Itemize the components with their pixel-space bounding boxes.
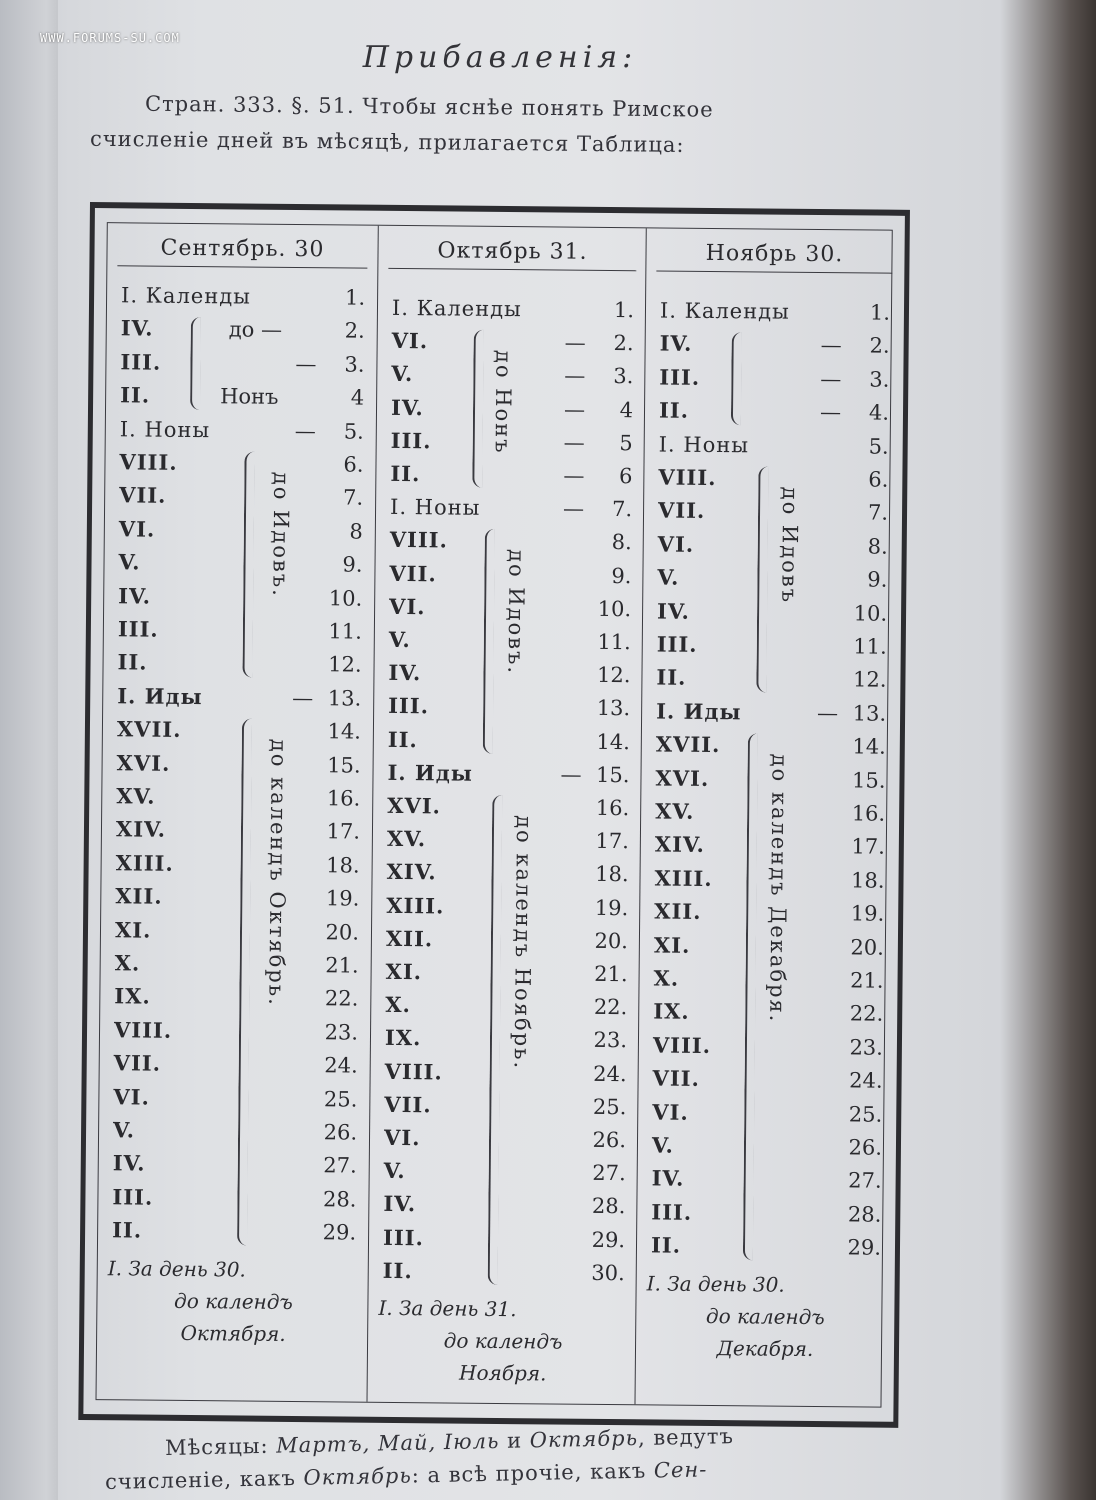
column-footer-line1: I. За день 30.	[646, 1270, 785, 1297]
group-label: до календъ Декабря.	[765, 753, 792, 1024]
column-footer-line2: до календъ	[443, 1328, 563, 1354]
roman-numeral: VII.	[652, 1065, 700, 1092]
roman-numeral: XIV.	[386, 859, 437, 885]
day-number: 21.	[325, 953, 359, 978]
row-note: —	[564, 330, 586, 355]
roman-numeral: VII.	[119, 482, 167, 509]
bottom-text-1b: Мартъ, Май, Іюль	[275, 1428, 500, 1458]
day-number: 2.	[613, 331, 634, 356]
table-row	[656, 695, 890, 729]
day-number: 23.	[593, 1028, 628, 1053]
day-number: 1.	[344, 285, 366, 310]
table-row	[384, 1089, 630, 1123]
roman-numeral: XV.	[655, 798, 695, 824]
roman-numeral: I. Ноны	[389, 495, 481, 520]
group-brace	[190, 317, 201, 409]
table-row	[385, 956, 631, 990]
day-number: 1.	[869, 300, 891, 325]
roman-numeral: V.	[118, 549, 141, 575]
day-number: 7.	[343, 485, 364, 511]
day-number: 17.	[326, 819, 361, 845]
day-number: 14.	[327, 719, 362, 744]
roman-numeral: VII.	[113, 1050, 162, 1076]
group-label: до Идовъ.	[503, 549, 529, 676]
group-brace	[472, 330, 484, 488]
roman-numeral: III.	[120, 349, 162, 375]
roman-numeral: VIII.	[113, 1017, 173, 1043]
roman-numeral: IV.	[118, 582, 152, 609]
column-header: Ноябрь 30.	[656, 236, 892, 273]
roman-numeral: II.	[658, 397, 690, 423]
roman-numeral: I. Иды	[387, 759, 474, 786]
group-brace	[731, 333, 742, 425]
roman-numeral: IV.	[390, 394, 424, 420]
roman-numeral: II.	[382, 1257, 413, 1283]
table-row	[659, 428, 893, 462]
table-row	[383, 1221, 629, 1255]
roman-numeral: III.	[382, 1224, 424, 1250]
day-number: 23.	[849, 1035, 884, 1060]
group-label: до календъ Октябрь.	[264, 738, 291, 1008]
day-number: 12.	[328, 652, 362, 678]
day-number: 20.	[325, 919, 360, 945]
table-row	[386, 856, 632, 890]
table-row	[659, 395, 893, 429]
roman-numeral: XVI.	[387, 792, 442, 819]
day-number: 22.	[849, 1001, 884, 1027]
row-note: до —	[228, 317, 283, 343]
intro-line-1: Стран. 333. §. 51. Чтобы яснѣе понять Римское	[144, 91, 714, 122]
bottom-text-1d: Октябрь	[529, 1426, 639, 1453]
roman-numeral: I. Ноны	[658, 432, 750, 457]
day-number: 22.	[593, 995, 628, 1020]
day-number: 17.	[595, 829, 630, 854]
day-number: 24.	[593, 1061, 627, 1086]
table-row	[385, 1022, 631, 1056]
column-november	[634, 228, 902, 1406]
roman-numeral: XIV.	[654, 831, 706, 858]
day-number: 29.	[322, 1220, 357, 1245]
group-label: до Идовъ	[777, 486, 803, 605]
roman-numeral: I. Календы	[120, 283, 252, 309]
day-number: 6.	[343, 452, 364, 477]
day-number: 14.	[852, 734, 886, 759]
day-number: 27.	[323, 1153, 357, 1178]
row-note: —	[295, 351, 317, 376]
roman-numeral: XIII.	[654, 865, 713, 891]
day-number: 6	[618, 464, 633, 489]
table-row	[384, 1155, 630, 1189]
roman-numeral: IV.	[383, 1191, 417, 1217]
day-number: 10.	[328, 585, 363, 611]
group-label: до календъ Ноябрь.	[509, 815, 537, 1071]
day-number: 7.	[611, 497, 633, 522]
roman-numeral: IV.	[659, 330, 693, 357]
day-number: 28.	[591, 1194, 626, 1219]
table-row	[383, 1188, 629, 1222]
roman-numeral: IV.	[388, 660, 422, 686]
roman-numeral: XI.	[653, 932, 691, 958]
table-row	[659, 361, 893, 395]
day-number: 9.	[342, 552, 363, 577]
bottom-text-1c: и	[499, 1428, 530, 1453]
roman-numeral: I. Календы	[659, 298, 790, 324]
table-row	[658, 461, 892, 495]
roman-numeral: XIII.	[115, 850, 174, 876]
day-number: 2.	[869, 333, 890, 359]
day-number: 16.	[851, 801, 886, 826]
roman-numeral: XVII.	[116, 716, 182, 743]
roman-numeral: II.	[112, 1217, 143, 1243]
bottom-text-1a: Мѣсяцы:	[164, 1433, 277, 1460]
roman-numeral: XVII.	[655, 731, 721, 758]
day-number: 15.	[596, 762, 630, 788]
row-note: —	[819, 400, 842, 425]
table-row	[112, 1214, 360, 1248]
bottom-text-line-2	[105, 1454, 865, 1494]
roman-numeral: VI.	[118, 516, 156, 542]
roman-numeral: XI.	[385, 958, 423, 985]
day-number: 29.	[591, 1227, 626, 1252]
table-row	[121, 279, 369, 313]
row-note: —	[292, 685, 314, 710]
row-note: —	[294, 418, 316, 443]
roman-numeral: XII.	[654, 898, 702, 925]
day-number: 13.	[327, 686, 362, 711]
roman-numeral: VI.	[391, 328, 429, 354]
day-number: 15.	[327, 752, 361, 778]
intro-line-2: счисленіе дней въ мѣсяцѣ, прилагается Таблица:	[89, 126, 685, 157]
day-number: 8	[349, 519, 363, 544]
column-september	[97, 223, 378, 1402]
day-number: 13.	[852, 701, 887, 726]
day-number: 20.	[850, 934, 884, 960]
roman-numeral: II.	[387, 726, 418, 752]
row-note: —	[564, 363, 586, 389]
day-number: 8.	[611, 530, 632, 555]
table-row	[385, 989, 631, 1023]
bottom-text-2b: Октябрь	[303, 1463, 413, 1490]
day-number: 9.	[611, 563, 632, 588]
roman-numeral: II.	[656, 664, 687, 691]
bottom-text-2c: : а всѣ прочіе, какъ	[411, 1458, 655, 1488]
roman-numeral: VII.	[657, 497, 706, 524]
table-row	[117, 680, 365, 714]
roman-numeral: I. Ноны	[119, 416, 211, 442]
roman-numeral: II.	[390, 460, 421, 487]
roman-numeral: I. Календы	[391, 295, 522, 322]
watermark: WWW.FORUMS-SU.COM	[40, 31, 180, 45]
row-note: —	[563, 397, 586, 422]
roman-numeral: VI.	[113, 1083, 150, 1110]
roman-numeral: XIV.	[115, 816, 167, 843]
row-note: —	[563, 430, 585, 455]
table-row	[658, 495, 892, 529]
table-row	[656, 662, 890, 696]
day-number: 11.	[597, 629, 631, 655]
roman-numeral: IX.	[114, 983, 151, 1010]
row-note: —	[820, 366, 842, 392]
day-number: 16.	[326, 786, 361, 811]
day-number: 3.	[344, 352, 365, 377]
row-note: —	[817, 700, 839, 726]
day-number: 24.	[849, 1068, 883, 1093]
day-number: 25.	[323, 1086, 358, 1112]
table-row	[120, 379, 368, 413]
day-number: 28.	[322, 1187, 357, 1212]
roman-numeral: XV.	[116, 783, 156, 809]
roman-numeral: I. Иды	[656, 698, 742, 725]
day-number: 26.	[592, 1127, 627, 1153]
roman-numeral: X.	[114, 950, 141, 976]
row-note: —	[563, 463, 585, 488]
day-number: 4.	[868, 400, 890, 425]
roman-numeral: XII.	[115, 883, 163, 909]
day-number: 27.	[592, 1161, 626, 1186]
day-number: 17.	[851, 834, 885, 860]
column-october	[366, 226, 646, 1405]
roman-numeral: VI.	[657, 531, 695, 557]
day-number: 19.	[325, 886, 360, 911]
roman-numeral: III.	[117, 616, 159, 642]
column-footer-line2: до календъ	[705, 1303, 825, 1329]
roman-numeral: VIII.	[389, 527, 448, 553]
day-number: 10.	[853, 600, 888, 626]
table-row	[657, 595, 891, 629]
day-number: 10.	[597, 596, 632, 622]
day-number: 26.	[848, 1135, 883, 1160]
day-number: 11.	[853, 634, 887, 659]
day-number: 5.	[343, 419, 364, 444]
column-footer-line3: Декабря.	[716, 1335, 814, 1361]
roman-numeral: VIII.	[384, 1058, 443, 1085]
roman-numeral: IX.	[384, 1025, 422, 1051]
day-number: 5	[619, 430, 633, 456]
day-number: 9.	[867, 567, 888, 592]
table-row	[392, 292, 638, 326]
roman-numeral: III.	[656, 631, 698, 657]
roman-numeral: III.	[390, 427, 432, 454]
table-row	[387, 790, 633, 824]
roman-numeral: V.	[112, 1117, 136, 1143]
table-row	[390, 491, 636, 525]
bottom-text-2d: Сен-	[653, 1457, 708, 1483]
roman-numeral: V.	[383, 1158, 406, 1184]
day-number: 18.	[595, 862, 629, 887]
roman-numeral: XII.	[385, 925, 434, 952]
day-number: 29.	[847, 1235, 882, 1260]
day-number: 25.	[592, 1094, 627, 1119]
roman-numeral: II.	[120, 382, 151, 408]
table-row	[657, 628, 891, 662]
day-number: 19.	[594, 895, 629, 920]
roman-numeral: XI.	[114, 916, 152, 943]
calendar-table	[78, 202, 910, 1428]
day-number: 8.	[867, 534, 888, 559]
column-footer-line2: до календъ	[173, 1288, 293, 1314]
day-number: 16.	[595, 795, 630, 821]
day-number: 28.	[847, 1202, 882, 1227]
table-row	[386, 889, 632, 923]
roman-numeral: II.	[117, 649, 148, 675]
bottom-text-2a: счисленіе, какъ	[104, 1465, 304, 1494]
roman-numeral: VI.	[652, 1099, 689, 1125]
column-footer-line3: Октября.	[180, 1320, 286, 1346]
column-footer-line1: I. За день 31.	[378, 1295, 517, 1322]
day-number: 5.	[868, 434, 889, 459]
day-number: 18.	[326, 853, 360, 878]
roman-numeral: XIII.	[386, 892, 445, 919]
day-number: 6.	[868, 467, 889, 492]
roman-numeral: IV.	[651, 1165, 685, 1192]
column-footer-line1: I. За день 30.	[107, 1255, 246, 1282]
page-title: Прибавленія:	[362, 40, 638, 75]
roman-numeral: VIII.	[652, 1032, 712, 1058]
column-footer-line3: Ноября.	[458, 1360, 547, 1386]
day-number: 26.	[323, 1120, 358, 1145]
column-header: Сентябрь. 30	[117, 231, 367, 268]
table-row	[120, 346, 368, 380]
roman-numeral: VII.	[389, 560, 437, 586]
table-row	[383, 1255, 629, 1289]
table-row	[387, 823, 633, 857]
day-number: 25.	[848, 1101, 883, 1127]
table-row	[384, 1122, 630, 1156]
group-label: до Идовъ.	[268, 471, 294, 598]
roman-numeral: III.	[112, 1184, 154, 1210]
day-number: 11.	[328, 619, 363, 644]
day-number: 21.	[850, 968, 884, 993]
roman-numeral: VII.	[384, 1091, 432, 1118]
bottom-text-1e: , ведутъ	[637, 1424, 735, 1451]
roman-numeral: X.	[653, 965, 680, 991]
roman-numeral: IX.	[653, 998, 690, 1025]
roman-numeral: XVI.	[116, 749, 171, 776]
day-number: 21.	[594, 961, 628, 987]
table-row	[658, 528, 892, 562]
day-number: 23.	[324, 1020, 359, 1045]
day-number: 14.	[596, 729, 630, 754]
day-number: 30.	[591, 1260, 625, 1285]
day-number: 13.	[596, 696, 631, 721]
table-row	[385, 1055, 631, 1089]
table-row	[117, 647, 365, 681]
roman-numeral: IV.	[656, 598, 690, 624]
day-number: 18.	[851, 868, 885, 893]
day-number: 2.	[344, 318, 365, 344]
row-note: —	[560, 762, 582, 787]
roman-numeral: VIII.	[119, 449, 178, 475]
day-number: 15.	[851, 767, 886, 793]
day-number: 12.	[596, 663, 631, 688]
bottom-text-line-1	[165, 1420, 925, 1460]
roman-numeral: XV.	[386, 826, 427, 852]
row-note: Нонъ	[220, 384, 279, 410]
day-number: 7.	[867, 500, 889, 526]
table-row	[660, 294, 894, 328]
roman-numeral: V.	[388, 626, 411, 653]
table-row	[386, 923, 632, 957]
roman-numeral: VI.	[383, 1124, 421, 1151]
roman-numeral: XVI.	[655, 765, 710, 791]
roman-numeral: III.	[651, 1199, 693, 1225]
group-label: до Нонъ	[490, 350, 516, 455]
day-number: 20.	[594, 928, 629, 953]
book-spine-shadow	[0, 0, 58, 1500]
day-number: 1.	[613, 298, 635, 323]
table-row	[657, 562, 891, 596]
calendar-table-inner	[95, 222, 892, 1407]
day-number: 3.	[613, 364, 634, 389]
table-row	[660, 328, 894, 362]
day-number: 12.	[852, 667, 887, 693]
roman-numeral: VI.	[389, 593, 426, 620]
roman-numeral: III.	[388, 693, 430, 719]
table-row	[387, 757, 633, 791]
day-number: 27.	[848, 1168, 882, 1194]
roman-numeral: I. Иды	[117, 683, 203, 709]
roman-numeral: V.	[651, 1132, 675, 1158]
day-number: 19.	[850, 901, 885, 926]
day-number: 3.	[869, 367, 890, 392]
roman-numeral: V.	[391, 361, 414, 387]
roman-numeral: X.	[385, 992, 412, 1018]
column-header: Октябрь 31.	[388, 234, 636, 271]
roman-numeral: VIII.	[658, 464, 717, 491]
table-row	[120, 413, 368, 447]
day-number: 24.	[324, 1053, 358, 1078]
roman-numeral: IV.	[120, 315, 154, 342]
row-note: —	[820, 333, 842, 358]
row-note: —	[562, 496, 585, 521]
day-number: 4	[619, 397, 634, 422]
table-row	[121, 313, 369, 347]
roman-numeral: II.	[650, 1232, 682, 1258]
day-number: 22.	[324, 986, 359, 1012]
day-number: 4	[350, 385, 365, 410]
roman-numeral: III.	[659, 364, 701, 390]
roman-numeral: V.	[657, 564, 680, 590]
roman-numeral: IV.	[112, 1150, 146, 1176]
